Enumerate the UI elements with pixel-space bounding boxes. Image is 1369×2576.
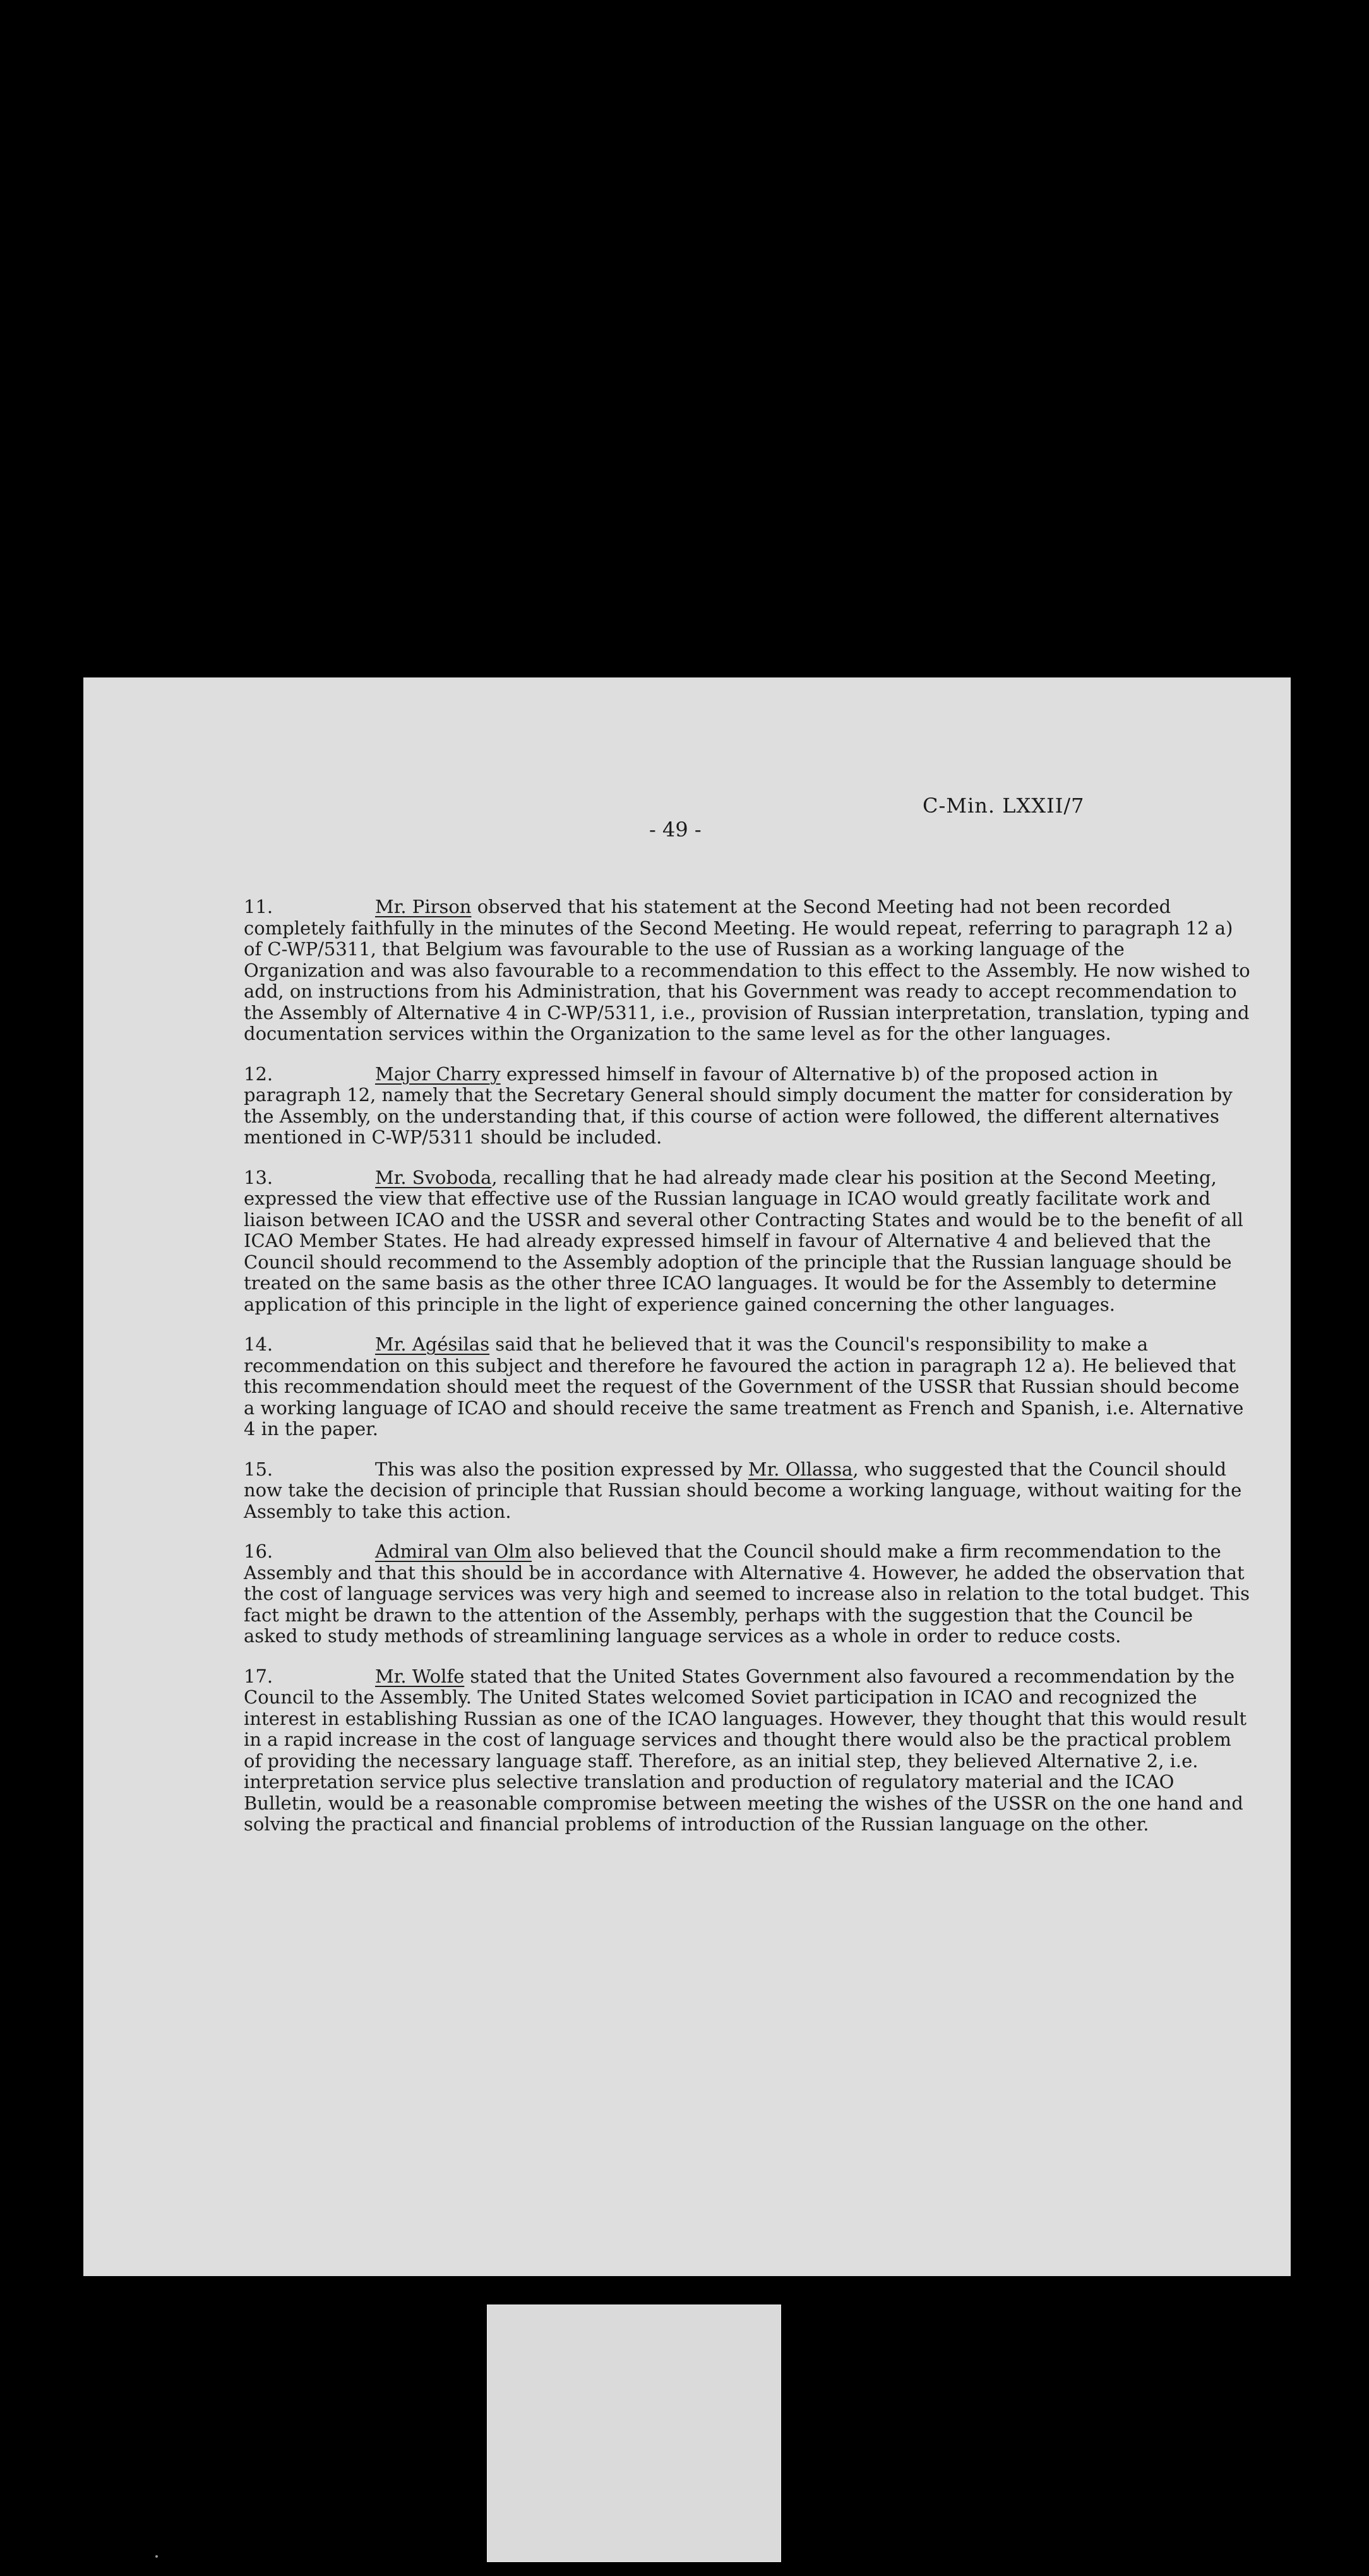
blank-index-card [487,2305,781,2562]
dust-speck [155,2555,158,2558]
speaker-name: Mr. Svoboda [375,1166,492,1188]
paragraph-number: 17. [244,1665,273,1687]
speaker-name: Mr. Ollassa [748,1458,853,1480]
page-number: - 49 - [649,818,702,842]
paragraph-text: also believed that the Council should make a firm recommendation to the Assembly and that this should be in accordance with Alternative 4. However, he added the observation that the cost of language services was very high and seemed to increase also in relation to the total budget. This fact might be drawn to the attention of the Assembly, perhaps with the suggestion that the Council be asked to study methods of streamlining language services as a whole in order to reduce costs. [244,1541,1250,1647]
paragraph-13 [244,1167,1250,1316]
speaker-name: Mr. Agésilas [375,1333,490,1355]
paragraph-number: 13. [244,1166,273,1188]
paragraph-12 [244,1064,1250,1148]
speaker-name: Major Charry [375,1063,501,1085]
paragraph-text: , who suggested that the Council should now take the decision of principle that Russian should become a working language, without waiting for the Assembly to take this action. [244,1458,1242,1522]
speaker-name: Mr. Wolfe [375,1665,465,1687]
minutes-body [244,897,1250,1854]
speaker-name: Mr. Pirson [375,896,472,917]
paragraph-17 [244,1666,1250,1835]
paragraph-11 [244,897,1250,1045]
paragraph-number: 16. [244,1541,273,1562]
paragraph-text: , recalling that he had already made clear his position at the Second Meeting, expressed the view that effective use of the Russian language in ICAO would greatly facilitate work and liaison between ICAO and the USSR and several other Contracting States and would be to the benefit of all ICAO Member States. He had already expressed himself in favour of Alternative 4 and believed that the Council should recommend to the Assembly adoption of the principle that the Russian language should be treated on the same basis as the other three ICAO languages. It would be for the Assembly to determine application of this principle in the light of experience gained concerning the other languages. [244,1166,1243,1315]
document-page [83,677,1291,2276]
paragraph-number: 11. [244,896,273,917]
document-reference: C-Min. LXXII/7 [923,794,1085,818]
speaker-name: Admiral van Olm [375,1541,532,1562]
paragraph-15 [244,1459,1250,1523]
paragraph-lead: This was also the position expressed by [375,1458,748,1480]
paragraph-16 [244,1541,1250,1647]
paragraph-text: observed that his statement at the Second Meeting had not been recorded completely faithfully in the minutes of the Second Meeting. He would repeat, referring to paragraph 12 a) of C-WP/5311, that Belgium was favourable to the use of Russian as a working language of the Organization and was also favourable to a recommendation to this effect to the Assembly. He now wished to add, on instructions from his Administration, that his Government was ready to accept recommendation to the Assembly of Alternative 4 in C-WP/5311, i.e., provision of Russian interpretation, translation, typing and documentation services within the Organization to the same level as for the other languages. [244,896,1250,1044]
paragraph-14 [244,1334,1250,1440]
paragraph-text: stated that the United States Government also favoured a recommendation by the Council to the Assembly. The United States welcomed Soviet participation in ICAO and recognized the interest in establishing Russian as one of the ICAO languages. However, they thought that this would result in a rapid increase in the cost of language services and thought there would also be the practical problem of providing the necessary language staff. Therefore, as an initial step, they believed Alternative 2, i.e. interpretation service plus selective translation and production of regulatory material and the ICAO Bulletin, would be a reasonable compromise between meeting the wishes of the USSR on the one hand and solving the practical and financial problems of introduction of the Russian language on the other. [244,1665,1247,1835]
paragraph-text: said that he believed that it was the Council's responsibility to make a recommendation on this subject and therefore he favoured the action in paragraph 12 a). He believed that this recommendation should meet the request of the Government of the USSR that Russian should become a working language of ICAO and should receive the same treatment as French and Spanish, i.e. Alternative 4 in the paper. [244,1333,1244,1440]
paragraph-number: 14. [244,1333,273,1355]
paragraph-number: 15. [244,1458,273,1480]
paragraph-text: expressed himself in favour of Alternative b) of the proposed action in paragraph 12, namely that the Secretary General should simply document the matter for consideration by the Assembly, on the understanding that, if this course of action were followed, the different alternatives mentioned in C-WP/5311 should be included. [244,1063,1233,1148]
paragraph-number: 12. [244,1063,273,1085]
